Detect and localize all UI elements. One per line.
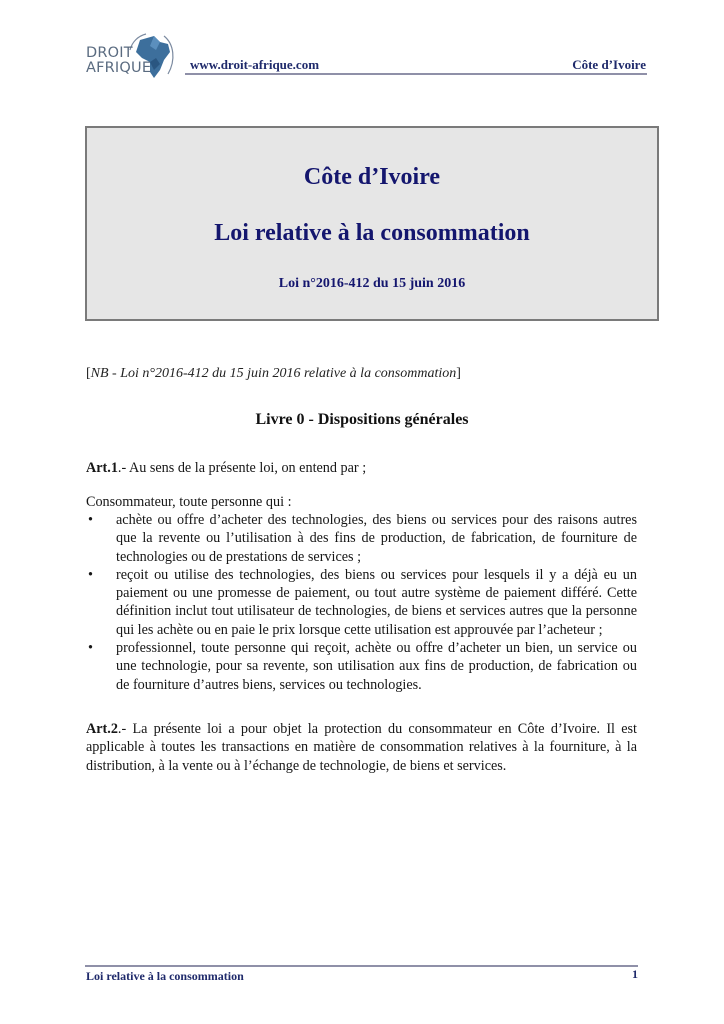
list-item: • professionnel, toute personne qui reçoit, achète ou offre d’acheter un bien, un service ou une technologie, pour sa revente, son utilisation aux fins de production, de fabrication ou de fourniture d’autres biens, services ou technologies. [88, 640, 637, 693]
logo-text-afrique: AFRIQUE [86, 60, 152, 76]
editor-note: [NB - Loi n°2016-412 du 15 juin 2016 relative à la consommation] [86, 366, 461, 381]
article-2-label: Art.2 [86, 721, 118, 737]
bullet-icon: • [88, 512, 93, 528]
title-country: Côte d’Ivoire [303, 164, 441, 190]
article-2: Art.2.- La présente loi a pour objet la protection du consommateur en Côte d’Ivoire. Il est applicable à toutes les transactions en matière de consommation relatives à la fourniture, à la distribution, à la vente ou à l’échange de technologie, de biens et services. [86, 721, 637, 774]
logo-text-droit: DROIT [86, 45, 133, 61]
article-1-label: Art.1 [86, 460, 118, 476]
article-1: Art.1.- Au sens de la présente loi, on entend par ; [86, 460, 367, 476]
document-title: Loi relative à la consommation [214, 220, 530, 246]
article-2-text: La présente loi a pour objet la protection du consommateur en Côte d’Ivoire. Il est applicable à toutes les transactions en matière de consommation relatives à la fourniture, à la distribution, à la vente ou à l’échange de technologie, de biens et services. [86, 721, 637, 774]
title-box [85, 126, 659, 321]
page-number: 1 [632, 967, 638, 981]
definition-list [86, 511, 637, 694]
bullet-icon: • [88, 566, 93, 583]
editor-note-text: NB - Loi n°2016-412 du 15 juin 2016 relative à la consommation [90, 366, 457, 381]
bullet-icon: • [88, 640, 93, 657]
consommateur-intro: Consommateur, toute personne qui : [86, 494, 292, 510]
footer-title: Loi relative à la consommation [86, 969, 244, 983]
list-item: • reçoit ou utilise des technologies, des biens ou services pour lesquels il y a déjà eu un paiement ou une promesse de paiement, ou tout autre système de paiement différé. Cette définition inclut tout utilisateur de technologies, de biens et services autres que la personne qui les achète ou en paie le prix lorsque cette utilisation est approuvée par l’acheteur ; [88, 566, 637, 638]
header-country: Côte d’Ivoire [572, 57, 646, 72]
website-link[interactable]: www.droit-afrique.com [190, 57, 320, 72]
header-rule [185, 73, 647, 75]
article-1-text: Au sens de la présente loi, on entend par ; [128, 460, 367, 476]
list-item: • achète ou offre d’acheter des technologies, des biens ou services pour des raisons autres que la revente ou l’utilisation à des fins de production, de fabrication, de fourniture de technologies ou de prestations de services ; [88, 512, 637, 565]
droit-afrique-logo [86, 30, 178, 82]
section-heading: Livre 0 - Dispositions générales [255, 411, 469, 428]
footer-rule [85, 965, 638, 967]
law-reference: Loi n°2016-412 du 15 juin 2016 [278, 276, 466, 291]
